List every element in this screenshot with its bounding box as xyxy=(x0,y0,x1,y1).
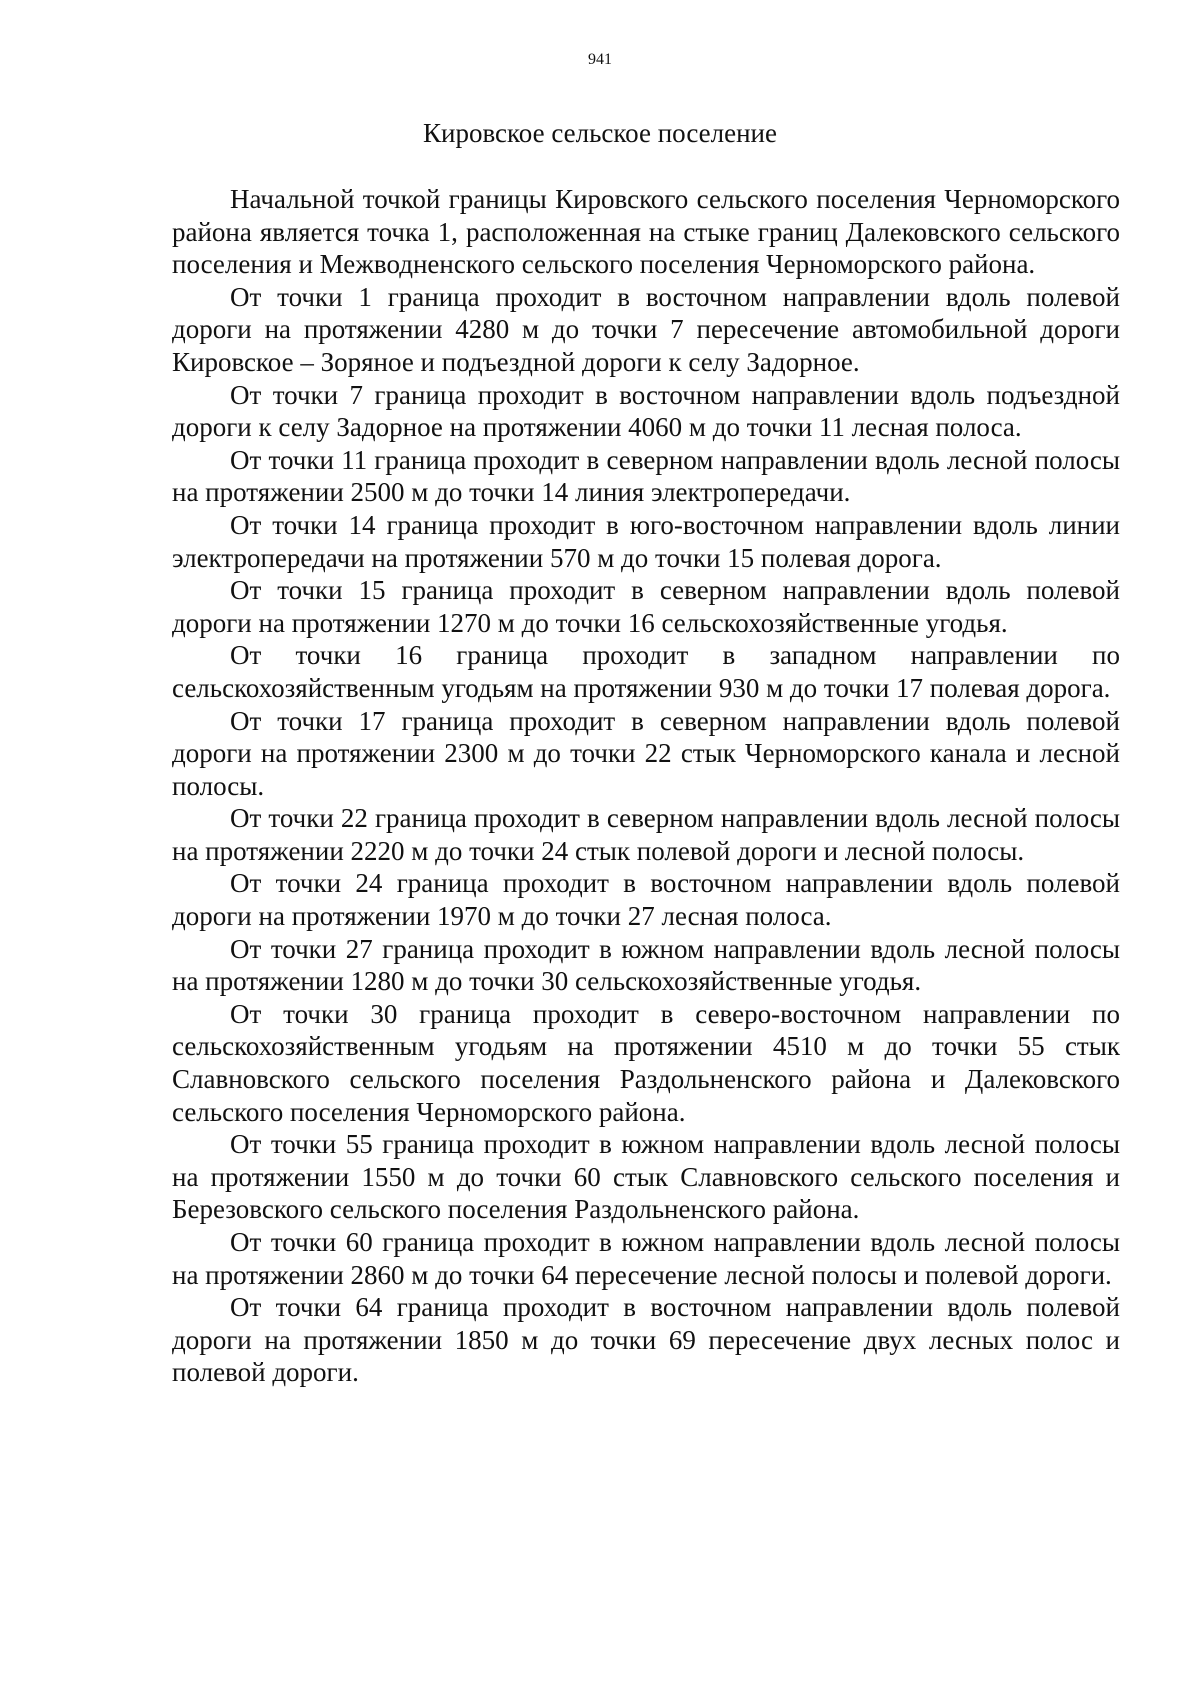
paragraph: От точки 60 граница проходит в южном направлении вдоль лесной полосы на протяжении 2860 м до точки 64 пересечение лесной полосы и полевой дороги. xyxy=(172,1227,1120,1290)
paragraph: От точки 15 граница проходит в северном направлении вдоль полевой дороги на протяжении 1270 м до точки 16 сельскохозяйственные угодья. xyxy=(172,575,1120,638)
document-title: Кировское сельское поселение xyxy=(423,118,777,148)
paragraph: От точки 55 граница проходит в южном направлении вдоль лесной полосы на протяжении 1550 м до точки 60 стык Славновского сельского поселения и Березовского сельского поселения Раздольненского района. xyxy=(172,1129,1120,1225)
document-body xyxy=(172,183,1120,1389)
paragraph: От точки 27 граница проходит в южном направлении вдоль лесной полосы на протяжении 1280 м до точки 30 сельскохозяйственные угодья. xyxy=(172,933,1120,997)
paragraph: От точки 22 граница проходит в северном направлении вдоль лесной полосы на протяжении 2220 м до точки 24 стык полевой дороги и лесной полосы. xyxy=(172,803,1120,866)
paragraph: От точки 17 граница проходит в северном направлении вдоль полевой дороги на протяжении 2300 м до точки 22 стык Черноморского канала и лесной полосы. xyxy=(172,705,1120,801)
paragraph: От точки 24 граница проходит в восточном направлении вдоль полевой дороги на протяжении 1970 м до точки 27 лесная полоса. xyxy=(172,868,1120,932)
page-number: 941 xyxy=(588,51,612,68)
paragraph: От точки 14 граница проходит в юго-восточном направлении вдоль линии электропередачи на протяжении 570 м до точки 15 полевая дорога. xyxy=(172,509,1120,573)
paragraph: От точки 11 граница проходит в северном направлении вдоль лесной полосы на протяжении 2500 м до точки 14 линия электропередачи. xyxy=(172,444,1120,508)
paragraph: От точки 30 граница проходит в северо-восточном направлении по сельскохозяйственным угодьям на протяжении 4510 м до точки 55 стык Славновского сельского поселения Раздольненского района и Далековского сельского поселения Черноморского района. xyxy=(172,998,1120,1127)
paragraph: От точки 64 граница проходит в восточном направлении вдоль полевой дороги на протяжении 1850 м до точки 69 пересечение двух лесных полос и полевой дороги. xyxy=(172,1292,1120,1388)
paragraph: От точки 16 граница проходит в западном направлении по сельскохозяйственным угодьям на протяжении 930 м до точки 17 полевая дорога. xyxy=(172,640,1120,703)
paragraph: От точки 1 граница проходит в восточном направлении вдоль полевой дороги на протяжении 4280 м до точки 7 пересечение автомобильной дороги Кировское – Зоряное и подъездной дороги к селу Задорное. xyxy=(172,281,1120,377)
paragraph: Начальной точкой границы Кировского сельского поселения Черноморского района является точка 1, расположенная на стыке границ Далековского сельского поселения и Межводненского сельского поселения Черноморского района. xyxy=(172,184,1120,280)
paragraph: От точки 7 граница проходит в восточном направлении вдоль подъездной дороги к селу Задорное на протяжении 4060 м до точки 11 лесная полоса. xyxy=(172,379,1120,443)
